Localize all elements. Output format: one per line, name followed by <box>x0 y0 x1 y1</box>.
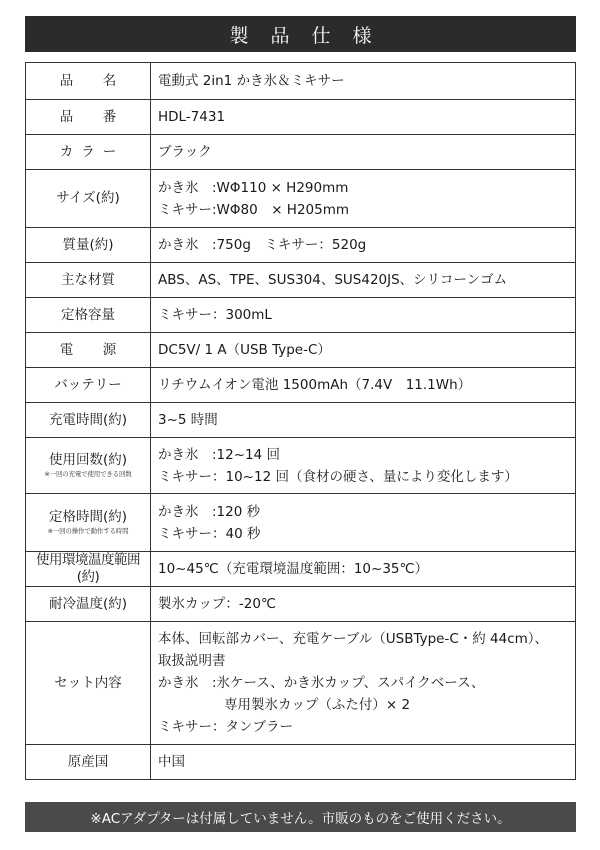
row-label: 充電時間(約) <box>26 403 151 438</box>
spec-title: 製品仕様 <box>229 24 394 47</box>
row-label: セット内容 <box>26 622 151 745</box>
row-value: 3~5 時間 <box>151 403 576 438</box>
row-value: 中国 <box>151 745 576 780</box>
footer-notice-bar <box>25 802 576 832</box>
row-label: 使用環境温度範囲(約) <box>26 552 151 587</box>
spec-row-power <box>26 333 576 368</box>
row-value: 製氷カップ：-20℃ <box>151 587 576 622</box>
row-label: バッテリー <box>26 368 151 403</box>
spec-row-rated-time <box>26 494 576 552</box>
row-label: 定格時間(約) ※一回の操作で動作する時間 <box>26 494 151 552</box>
row-value: ブラック <box>151 135 576 170</box>
row-value: HDL-7431 <box>151 100 576 135</box>
row-value: DC5V/ 1 A（USB Type-C） <box>151 333 576 368</box>
row-value: 本体、回転部カバー、充電ケーブル（USBType-C・約 44cm）、 取扱説明書 かき氷 :氷ケース、かき氷カップ、スパイクベース、 専用製氷カップ（ふた付）× 2 ミキサー：タンブラー <box>151 622 576 745</box>
spec-row-contents <box>26 622 576 745</box>
row-value: かき氷 :WΦ110 × H290mm ミキサー:WΦ80 × H205mm <box>151 170 576 228</box>
row-value: かき氷 :120 秒 ミキサー：40 秒 <box>151 494 576 552</box>
row-label: カラー <box>26 135 151 170</box>
spec-row-color <box>26 135 576 170</box>
row-label-note: ※一回の操作で動作する時間 <box>47 527 129 536</box>
spec-row-model-number <box>26 100 576 135</box>
spec-table <box>25 62 576 780</box>
row-value: 10~45℃（充電環境温度範囲：10~35℃） <box>151 552 576 587</box>
row-value: かき氷 :750g ミキサー：520g <box>151 228 576 263</box>
spec-row-weight <box>26 228 576 263</box>
row-label: 主な材質 <box>26 263 151 298</box>
spec-row-materials <box>26 263 576 298</box>
row-value: 電動式 2in1 かき氷＆ミキサー <box>151 63 576 100</box>
row-label: 定格容量 <box>26 298 151 333</box>
row-label: 品 番 <box>26 100 151 135</box>
row-label: 耐冷温度(約) <box>26 587 151 622</box>
spec-row-charge-time <box>26 403 576 438</box>
row-label: 質量(約) <box>26 228 151 263</box>
row-value: リチウムイオン電池 1500mAh（7.4V 11.1Wh） <box>151 368 576 403</box>
row-label-note: ※一回の充電で使用できる回数 <box>44 470 132 479</box>
row-value: ABS、AS、TPE、SUS304、SUS420JS、シリコーンゴム <box>151 263 576 298</box>
row-value: かき氷 :12~14 回 ミキサー：10~12 回（食材の硬さ、量により変化します） <box>151 438 576 494</box>
row-label: サイズ(約) <box>26 170 151 228</box>
spec-row-size <box>26 170 576 228</box>
spec-row-battery <box>26 368 576 403</box>
row-label: 使用回数(約) ※一回の充電で使用できる回数 <box>26 438 151 494</box>
spec-row-cold-resistance <box>26 587 576 622</box>
row-label: 品 名 <box>26 63 151 100</box>
row-value: ミキサー：300mL <box>151 298 576 333</box>
row-label: 原産国 <box>26 745 151 780</box>
spec-row-usage-count <box>26 438 576 494</box>
spec-title-bar <box>25 16 576 52</box>
spec-row-origin <box>26 745 576 780</box>
spec-row-operating-temp <box>26 552 576 587</box>
footer-notice: ※ACアダプターは付属していません。市販のものをご使用ください。 <box>90 811 511 827</box>
spec-row-product-name <box>26 63 576 100</box>
spec-row-capacity <box>26 298 576 333</box>
row-label: 電 源 <box>26 333 151 368</box>
